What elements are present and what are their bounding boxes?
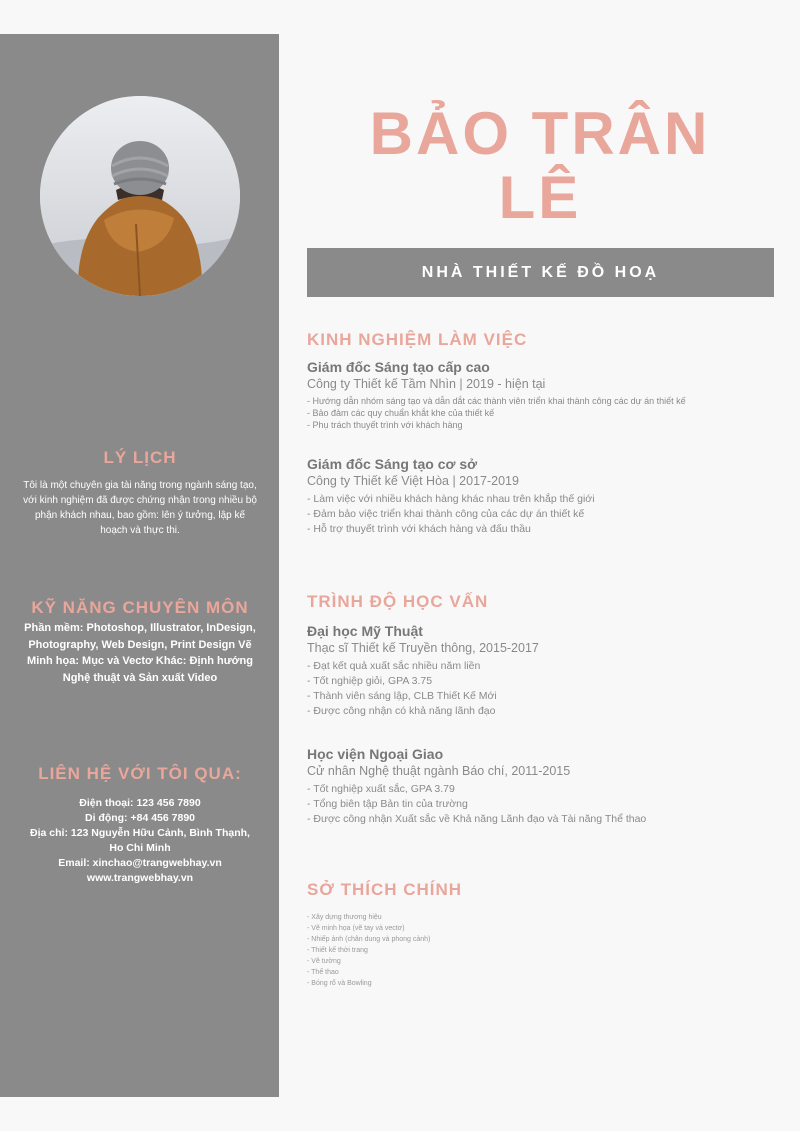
- job-company: Công ty Thiết kế Tầm Nhìn | 2019 - hiện tại: [307, 377, 546, 391]
- contact-section: [22, 764, 258, 886]
- school-bullet: - Thành viên sáng lập, CLB Thiết Kế Mới: [307, 690, 497, 702]
- school-bullet: - Đạt kết quả xuất sắc nhiều năm liền: [307, 660, 481, 672]
- education-title: TRÌNH ĐỘ HỌC VẤN: [307, 592, 489, 611]
- school-title: Học viện Ngoại Giao: [307, 746, 444, 762]
- skills-section: [22, 598, 258, 686]
- contact-phone: Điện thoại: 123 456 7890: [79, 797, 201, 809]
- skills-text: Phần mềm: Photoshop, Illustrator, InDesign, Photography, Web Design, Print Design Vẽ Minh họa: Mục và Vectơ Khác: Định hướng Nghệ thuật và Sản xuất Video: [24, 622, 256, 684]
- contact-website: www.trangwebhay.vn: [86, 872, 194, 884]
- contact-title: LIÊN HỆ VỚI TÔI QUA:: [38, 764, 242, 783]
- hobby-item: - Thể thao: [307, 969, 339, 976]
- name-line1: BẢO TRÂN: [369, 100, 711, 167]
- school-degree: Cử nhân Nghệ thuật ngành Báo chí, 2011-2015: [307, 764, 571, 778]
- school-bullet: - Được công nhận có khả năng lãnh đạo: [307, 705, 496, 717]
- person-illustration: [40, 96, 240, 296]
- hobby-item: - Thiết kế thời trang: [307, 947, 368, 954]
- job-title-banner: NHÀ THIẾT KẾ ĐỒ HOẠ: [307, 248, 774, 297]
- profile-title: LÝ LỊCH: [103, 448, 177, 467]
- sidebar: [0, 34, 279, 1097]
- school-bullet: - Được công nhận Xuất sắc về Khả năng Lãnh đạo và Tài năng Thể thao: [307, 813, 647, 825]
- hobby-item: - Xây dựng thương hiệu: [307, 914, 382, 921]
- profile-text: Tôi là một chuyên gia tài năng trong ngành sáng tạo, với kinh nghiệm đã được chứng nhận trong nhiều bộ phận khách nhau, bao gồm: lên ý tưởng, lập kế hoạch và thực thi.: [23, 480, 257, 536]
- school-title: Đại học Mỹ Thuật: [307, 623, 423, 639]
- job-entry: [307, 358, 777, 431]
- contact-email: Email: xinchao@trangwebhay.vn: [58, 857, 222, 869]
- job-bullet: - Hỗ trợ thuyết trình với khách hàng và đấu thầu: [307, 523, 531, 535]
- profile-section: [22, 448, 258, 538]
- job-company: Công ty Thiết kế Việt Hòa | 2017-2019: [307, 474, 519, 488]
- experience-title: KINH NGHIỆM LÀM VIỆC: [307, 330, 528, 349]
- hobbies-section: [307, 880, 777, 989]
- contact-address: Địa chỉ: 123 Nguyễn Hữu Cảnh, Bình Thạnh, Ho Chi Minh: [30, 827, 250, 854]
- job-entry: [307, 455, 777, 537]
- contact-mobile: Di động: +84 456 7890: [84, 812, 195, 824]
- name-line2: LÊ: [498, 164, 582, 231]
- hobby-item: - Vẽ tường: [307, 958, 341, 965]
- school-bullet: - Tổng biên tập Bản tin của trường: [307, 798, 468, 810]
- hobby-item: - Vẽ minh họa (vẽ tay và vectơ): [307, 925, 405, 932]
- hobby-item: - Nhiếp ảnh (chân dung và phong cảnh): [307, 936, 431, 943]
- job-title: Giám đốc Sáng tạo cấp cao: [307, 359, 490, 375]
- experience-section: [307, 330, 777, 537]
- hobby-item: - Bóng rổ và Bowling: [307, 980, 372, 987]
- job-bullet: - Đảm bảo việc triển khai thành công của các dự án thiết kế: [307, 508, 585, 520]
- profile-photo: [40, 96, 240, 296]
- skills-title: KỸ NĂNG CHUYÊN MÔN: [31, 598, 249, 617]
- hobbies-title: SỞ THÍCH CHÍNH: [307, 880, 463, 899]
- school-bullet: - Tốt nghiệp giỏi, GPA 3.75: [307, 675, 433, 687]
- school-bullet: - Tốt nghiệp xuất sắc, GPA 3.79: [307, 783, 455, 795]
- job-bullet: - Phụ trách thuyết trình với khách hàng: [307, 420, 463, 430]
- job-bullet: - Làm việc với nhiều khách hàng khác nhau trên khắp thế giới: [307, 493, 595, 505]
- job-bullet: - Bảo đảm các quy chuẩn khắt khe của thiết kế: [307, 408, 495, 418]
- school-degree: Thạc sĩ Thiết kế Truyền thông, 2015-2017: [307, 641, 539, 655]
- job-bullet: - Hướng dẫn nhóm sáng tạo và dẫn dắt các thành viên triển khai thành công các dự án thiết kế: [307, 396, 686, 406]
- education-section: [307, 592, 777, 827]
- job-title: Giám đốc Sáng tạo cơ sở: [307, 456, 478, 472]
- school-entry: [307, 745, 777, 827]
- school-entry: [307, 622, 777, 719]
